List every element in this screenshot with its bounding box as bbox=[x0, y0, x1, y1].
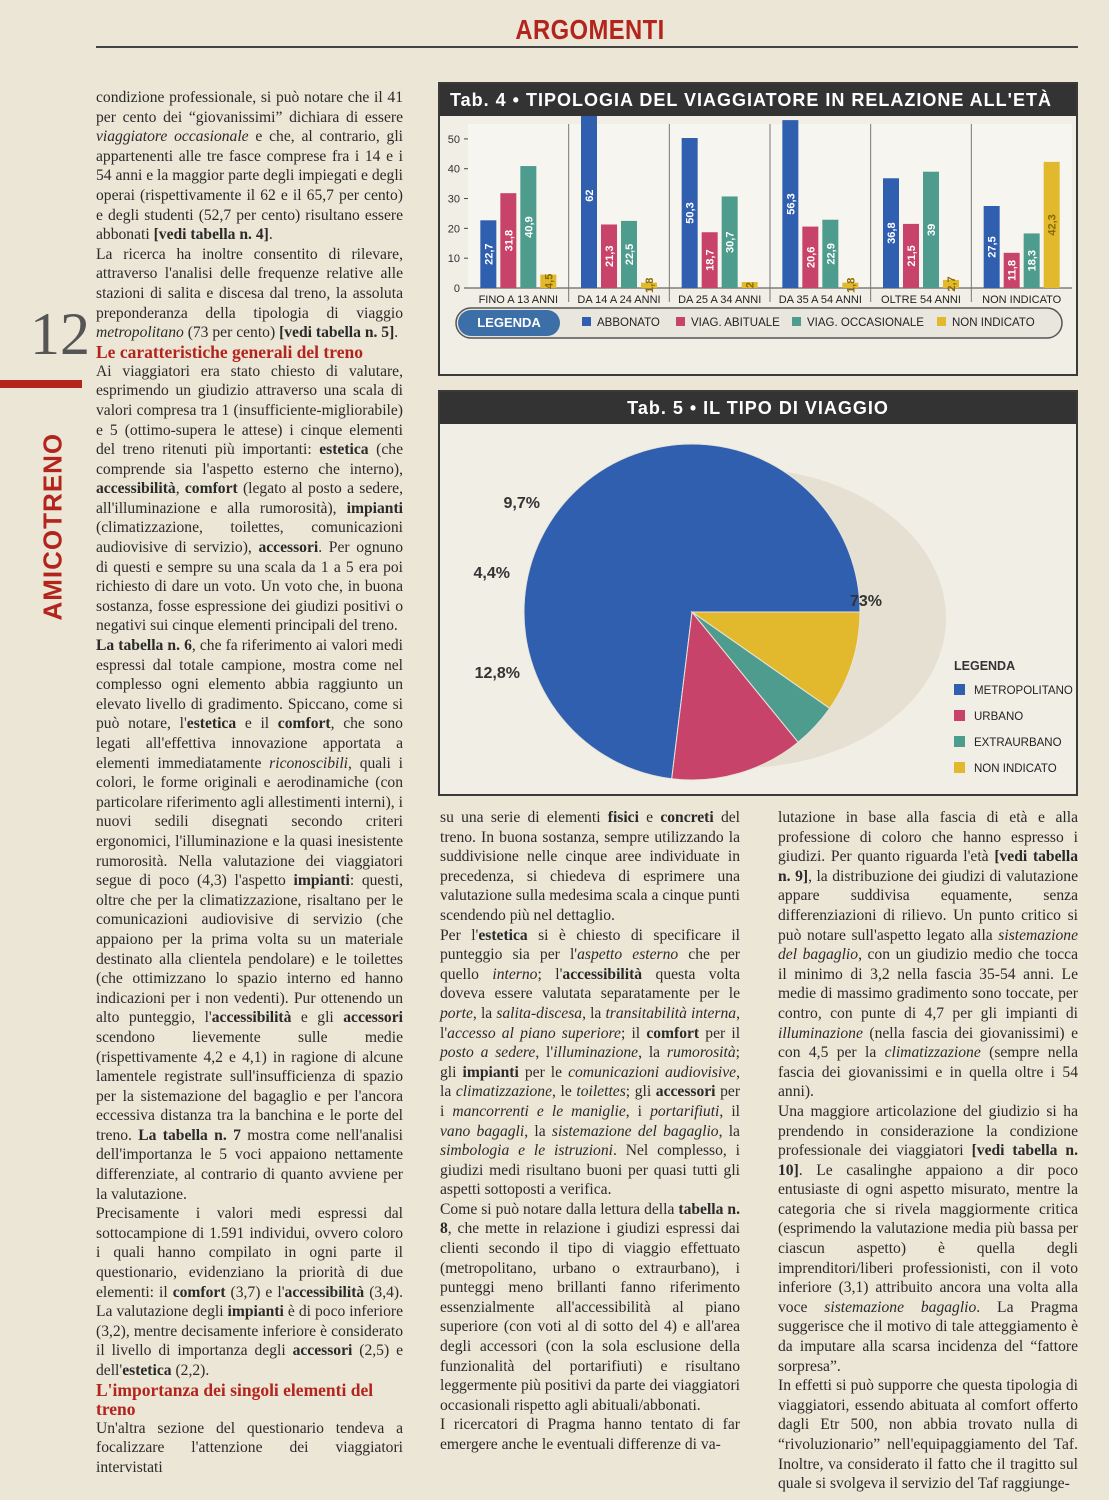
legend-label: VIAG. ABITUALE bbox=[691, 317, 780, 329]
pie-value-label: 9,7% bbox=[503, 495, 540, 512]
paragraph: lutazione in base alla fascia di età e alla professione di coloro che hanno espresso i giudizi. Per quanto riguarda l'età [vedi tabella n. 9], la distribuzione dei giudizi di valutazione appare suddivisa equamente, senza differenziazioni di rilievo. Un punto critico si può notare sull'aspetto legato alla sistemazione del bagaglio, con un giudizio medio che tocca il minimo di 3,2 nella fascia 35-54 anni. Le medie di massimo gradimento sono toccate, per contro, con punte di 4,7 per gli impianti di illuminazione (nella fascia dei giovanissimi) e con 4,5 per la climatizzazione (sempre nella fascia dei giovanissimi e in quella oltre i 54 anni). bbox=[778, 809, 1079, 1101]
bar-value-label: 2,7 bbox=[946, 276, 958, 292]
paragraph: Precisamente i valori medi espressi dal sottocampione di 1.591 individui, ovvero coloro i quali hanno compilato in ogni parte il questionario, evidenziano la priorità di due elementi: il comfort (3,7) e l'accessibilità (3,4). La valutazione degli impianti è di poco inferiore (3,2), mentre decisamente inferiore è considerato il livello di importanza degli accessori (2,5) e dell'estetica (2,2). bbox=[96, 1205, 404, 1379]
y-tick-label: 10 bbox=[447, 253, 460, 266]
pie-value-label: 4,4% bbox=[473, 565, 510, 582]
bar-value-label: 40,9 bbox=[523, 216, 536, 238]
y-tick-label: 20 bbox=[447, 223, 460, 236]
side-brand-text: AMICOTRENO bbox=[37, 432, 68, 621]
bar-value-label: 18,3 bbox=[1026, 250, 1039, 272]
x-category-label: DA 14 A 24 ANNI bbox=[577, 294, 661, 306]
y-tick-label: 0 bbox=[453, 283, 460, 295]
paragraph: Una maggiore articolazione del giudizio si ha prendendo in considerazione la condizione professionale dei viaggiatori [vedi tabella n. 10]. Le casalinghe appaiono a dir poco entusiaste di ogni aspetto misurato, mentre la categoria che si rivela maggiormente critica (esprimendo la valutazione media più bassa per ciascun aspetto) è quella degli imprenditori/liberi professionisti, con il voto inferiore (3,1) attribuito ancora una volta alla voce sistemazione bagaglio. La Pragma suggerisce che il motivo di tale atteggiamento è da imputare alla scarsa incidenza del “fattore sorpresa”. bbox=[778, 1102, 1078, 1375]
legend-swatch bbox=[954, 736, 965, 747]
x-category-label: DA 35 A 54 ANNI bbox=[778, 294, 862, 306]
tab4-title: Tab. 4 • TIPOLOGIA DEL VIAGGIATORE IN RELAZIONE ALL'ETÀ bbox=[440, 84, 1076, 116]
bar-value-label: 42,3 bbox=[1046, 214, 1059, 236]
y-tick-label: 50 bbox=[447, 133, 460, 146]
paragraph: I ricercatori di Pragma hanno tentato di far emergere anche le eventuali differenze di va- bbox=[440, 1416, 740, 1453]
legend-label: EXTRAURBANO bbox=[974, 737, 1062, 749]
legend-swatch bbox=[582, 317, 591, 326]
legend-swatch bbox=[792, 317, 801, 326]
bar-value-label: 21,3 bbox=[604, 245, 616, 267]
bar-value-label: 30,7 bbox=[724, 231, 737, 253]
paragraph: Ai viaggiatori era stato chiesto di valutare, esprimendo un giudizio attraverso una scala di valori compresa tra 1 (insufficiente-migliorabile) e 5 (ottimo-supera le attese) i cinque elementi del treno ritenuti più importanti: estetica (che comprende sia l'aspetto esterno che interno), accessibilità, comfort (legato al posto a sedere, all'illuminazione e alla rumorosità), impianti (climatizzazione, toilettes, comunicazioni audiovisive di servizio), accessori. Per ognuno di questi e sempre su una scala da 1 a 5 era poi richiesto di dare un voto. Un voto che, in buona sostanza, fosse espressione dei giudizi positivi o negativi sui cinque elementi principali del treno. bbox=[96, 362, 404, 635]
x-category-label: DA 25 A 34 ANNI bbox=[678, 294, 762, 306]
legend-swatch bbox=[676, 317, 685, 326]
legend-label: METROPOLITANO bbox=[974, 685, 1073, 697]
tab4-chart-box bbox=[438, 82, 1078, 376]
legend-swatch bbox=[954, 710, 965, 721]
text-column-1 bbox=[96, 88, 403, 1477]
section-title: Le caratteristiche generali del treno bbox=[96, 341, 363, 362]
bar-value-label: 39 bbox=[926, 223, 938, 236]
bar-value-label: 62 bbox=[584, 189, 596, 202]
bar-value-label: 22,9 bbox=[825, 243, 838, 265]
bar-value-label: 22,7 bbox=[483, 243, 496, 265]
bar-value-label: 50,3 bbox=[684, 202, 697, 224]
y-tick-label: 30 bbox=[447, 193, 460, 206]
legend-label: ABBONATO bbox=[597, 317, 660, 329]
legend-swatch bbox=[954, 762, 965, 773]
bar-value-label: 31,8 bbox=[503, 229, 516, 252]
x-category-label: FINO A 13 ANNI bbox=[478, 294, 559, 306]
legend-label: NON INDICATO bbox=[952, 317, 1035, 329]
section-title: L'importanza dei singoli elementi del treno bbox=[96, 1379, 374, 1419]
header-rule bbox=[96, 46, 1078, 48]
legend-label: NON INDICATO bbox=[974, 763, 1057, 775]
pie-chart bbox=[440, 424, 1076, 792]
side-brand bbox=[28, 430, 78, 630]
tab5-title: Tab. 5 • IL TIPO DI VIAGGIO bbox=[440, 392, 1076, 424]
paragraph: su una serie di elementi fisici e concreti del treno. In buona sostanza, sempre utilizzando la suddivisione nelle cinque aree individuate in precedenza, si chiedeva di esprimere una valutazione sulla medesima scala a cinque punti scendendo più nel dettaglio. bbox=[440, 809, 740, 924]
x-category-label: NON INDICATO bbox=[982, 294, 1062, 306]
bar-value-label: 56,3 bbox=[785, 193, 798, 215]
x-category-label: OLTRE 54 ANNI bbox=[881, 294, 961, 306]
bar-value-label: 18,7 bbox=[704, 249, 717, 271]
y-tick-label: 40 bbox=[447, 163, 460, 176]
legend-swatch bbox=[937, 317, 946, 326]
bar-chart bbox=[440, 116, 1076, 372]
legend-label: VIAG. OCCASIONALE bbox=[807, 317, 924, 329]
legend-swatch bbox=[954, 684, 965, 695]
side-accent-bar bbox=[0, 380, 82, 388]
bar-value-label: 4,5 bbox=[543, 273, 556, 289]
bar-value-label: 22,5 bbox=[624, 243, 636, 266]
bar-value-label: 2 bbox=[744, 281, 757, 289]
bar-value-label: 1,8 bbox=[845, 277, 858, 293]
legend-title: LEGENDA bbox=[477, 315, 541, 330]
bar-value-label: 20,6 bbox=[805, 246, 818, 268]
text-column-3 bbox=[778, 808, 1078, 1494]
paragraph: Per l'estetica si è chiesto di specificare il punteggio sia per l'aspetto esterno che per quello interno; l'accessibilità questa volta doveva essere valutata separatamente per le porte, la salita-discesa, la transitabilità interna, l'accesso al piano superiore; il comfort per il posto a sedere, l'illuminazione, la rumorosità; gli impianti per le comunicazioni audiovisive, la climatizzazione, le toilettes; gli accessori per i mancorrenti e le maniglie, i portarifiuti, il vano bagagli, la sistemazione del bagaglio, la simbologia e le istruzioni. Nel complesso, i giudizi medi risultano buoni per quasi tutti gli aspetti sottoposti a verifica. bbox=[440, 926, 741, 1199]
bar-value-label: 36,8 bbox=[886, 222, 898, 244]
paragraph: Come si può notare dalla lettura della tabella n. 8, che mette in relazione i giudizi espressi dai clienti secondo il tipo di viaggio effettuato (metropolitano, urbano o extraurbano), i punteggi meno brillanti fanno riferimento essenzialmente all'accessibilità al piano superiore (con voti al di sotto del 4) e all'area degli accessori (con la sola esclusione della funzionalità del portarifiuti) e risultano leggermente più positivi da parte dei viaggiatori occasionali rispetto agli abituali/abbonati. bbox=[440, 1200, 740, 1414]
paragraph: condizione professionale, si può notare che il 41 per cento dei “giovanissimi” dichiara di essere viaggiatore occasionale e che, al contrario, gli appartenenti alle tre fasce comprese fra i 14 e i 54 anni e la maggior parte degli impiegati e degli operai (rispettivamente il 62 e il 65,7 per cento) e degli studenti (52,7 per cento) risultano essere abbonati [vedi tabella n. 4]. bbox=[96, 89, 404, 244]
legend-label: URBANO bbox=[974, 711, 1024, 723]
legend-title: LEGENDA bbox=[954, 659, 1016, 673]
section-header-title: ARGOMENTI bbox=[515, 14, 665, 45]
tab5-chart-box bbox=[438, 390, 1078, 796]
bar-value-label: 21,5 bbox=[906, 245, 918, 267]
pie-value-label: 73% bbox=[850, 593, 883, 610]
paragraph: Un'altra sezione del questionario tendeva a focalizzare l'attenzione dei viaggiatori intervistati bbox=[96, 1419, 403, 1476]
bar-value-label: 1,8 bbox=[644, 277, 656, 293]
pie-value-label: 12,8% bbox=[474, 665, 520, 682]
paragraph: La ricerca ha inoltre consentito di rilevare, attraverso l'analisi delle frequenze relative alle stazioni di salita e discesa dal treno, la assoluta preponderanza della tipologia di viaggio metropolitano (73 per cento) [vedi tabella n. 5]. bbox=[96, 245, 403, 342]
paragraph: La tabella n. 6, che fa riferimento ai valori medi espressi dal totale campione, mostra come nel complesso ogni elemento abbia raggiunto un elevato livello di gradimento. Spiccano, come si può notare, l'estetica e il comfort, che sono legati all'effettiva innovazione apportata a elementi immediatamente riconoscibili, quali i colori, le forme originali e aerodinamiche (con particolare riferimento agli allestimenti interni), i nuovi sedili disegnati secondo criteri ergonomici, l'illuminazione e la quasi inesistente rumorosità. Nella valutazione dei viaggiatori segue di poco (4,3) l'aspetto impianti: questi, oltre che per la climatizzazione, risaltano per le comunicazioni audiovisive di servizio (che appaiono per la prima volta su un materiale destinato alla clientela pendolare) e le toilettes (che ottimizzano lo spazio interno ed hanno indicazioni per i non vedenti). Pur ottenendo un alto punteggio, l'accessibilità e gli accessori scendono lievemente sulle medie (rispettivamente 4,2 e 4,1) in ragione di alcune lamentele registrate sull'insufficienza di spazio per la sistemazione del bagaglio e per l'ancora eccessiva distanza tra la banchina e le porte del treno. La tabella n. 7 mostra come nell'analisi dell'importanza le 5 voci appaiono nettamente differenziate, al contrario di quanto avviene per la valutazione. bbox=[96, 637, 403, 1203]
text-column-2 bbox=[440, 808, 740, 1455]
bar-value-label: 11,8 bbox=[1006, 260, 1019, 281]
paragraph: In effetti si può supporre che questa tipologia di viaggiatori, essendo abituata al comfort offerto dagli Etr 500, non abbia trovato nulla di “rivoluzionario” nell'equipaggiamento del Taf. Inoltre, va considerato il fatto che il tragitto sul quale si svolgeva il servizio del Taf raggiunge- bbox=[778, 1377, 1078, 1493]
page-number: 12 bbox=[30, 301, 90, 367]
bar-value-label: 27,5 bbox=[986, 236, 999, 258]
